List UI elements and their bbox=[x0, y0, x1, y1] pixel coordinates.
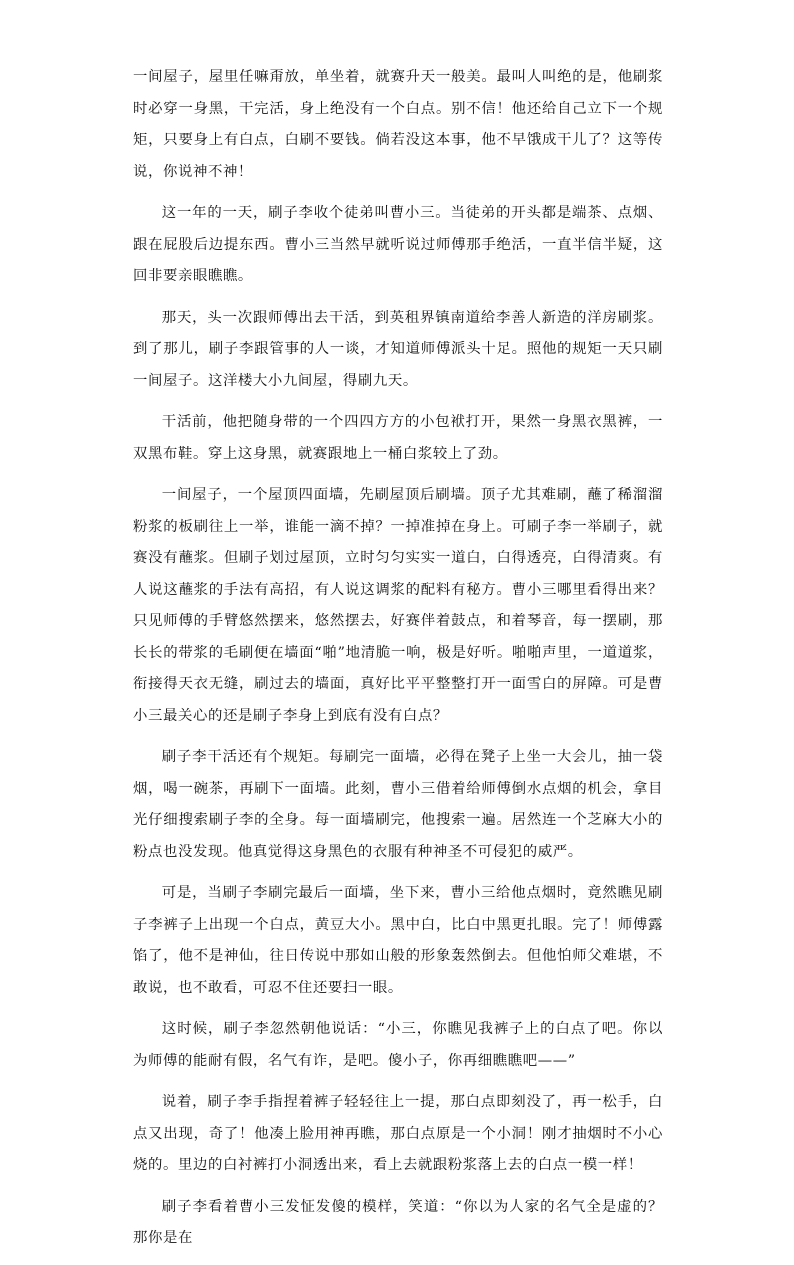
paragraph: 这一年的一天，刷子李收个徒弟叫曹小三。当徒弟的开头都是端茶、点烟、跟在屁股后边提东西。曹小三当然早就听说过师傅那手绝活，一直半信半疑，这回非要亲眼瞧瞧。 bbox=[133, 205, 663, 284]
paragraph: 说着，刷子李手指捏着裤子轻轻往上一提，那白点即刻没了，再一松手，白点又出现，奇了！他凑上脸用神再瞧，那白点原是一个小洞！刚才抽烟时不小心烧的。里边的白衬裤打小洞透出来，看上去就跟粉浆落上去的白点一模一样！ bbox=[133, 1094, 663, 1173]
paragraph: 刷子李看着曹小三发怔发傻的模样，笑道：“你以为人家的名气全是虚的？那你是在 bbox=[133, 1198, 663, 1246]
paragraph: 一间屋子，一个屋顶四面墙，先刷屋顶后刷墙。顶子尤其难刷，蘸了稀溜溜粉浆的板刷往上一举，谁能一滴不掉？一掉准掉在身上。可刷子李一举刷子，就赛没有蘸浆。但刷子划过屋顶，立时匀匀实实一道白，白得透亮，白得清爽。有人说这蘸浆的手法有高招，有人说这调浆的配料有秘方。曹小三哪里看得出来？只见师傅的手臂悠然摆来，悠然摆去，好赛伴着鼓点，和着琴音，每一摆刷，那长长的带浆的毛刷便在墙面“啪”地清脆一响，极是好听。啪啪声里，一道道浆，衔接得天衣无缝，刷过去的墙面，真好比平平整整打开一面雪白的屏障。可是曹小三最关心的还是刷子李身上到底有没有白点？ bbox=[133, 487, 663, 724]
paragraph: 那天，头一次跟师傅出去干活，到英租界镇南道给李善人新造的洋房刷浆。到了那儿，刷子李跟管事的人一谈，才知道师傅派头十足。照他的规矩一天只刷一间屋子。这洋楼大小九间屋，得刷九天。 bbox=[133, 309, 663, 389]
paragraph: 这时候，刷子李忽然朝他说话：“小三，你瞧见我裤子上的白点了吧。你以为师傅的能耐有假，名气有诈，是吧。傻小子，你再细瞧瞧吧——” bbox=[133, 1021, 663, 1069]
paragraph: 一间屋子，屋里任嘛甭放，单坐着，就赛升天一般美。最叫人叫绝的是，他刷浆时必穿一身黑，干完活，身上绝没有一个白点。别不信！他还给自己立下一个规矩，只要身上有白点，白刷不要钱。倘若没这本事，他不早饿成干儿了？这等传说，你说神不神！ bbox=[133, 69, 663, 180]
document-body bbox=[133, 62, 663, 1265]
paragraph: 可是，当刷子李刷完最后一面墙，坐下来，曹小三给他点烟时，竟然瞧见刷子李裤子上出现一个白点，黄豆大小。黑中白，比白中黑更扎眼。完了！师傅露馅了，他不是神仙，往日传说中那如山般的形象轰然倒去。但他怕师父难堪，不敢说，也不敢看，可忍不住还要扫一眼。 bbox=[133, 885, 663, 996]
paragraph: 干活前，他把随身带的一个四四方方的小包袱打开，果然一身黑衣黑裤，一双黑布鞋。穿上这身黑，就赛跟地上一桶白浆较上了劲。 bbox=[133, 414, 663, 462]
paragraph: 刷子李干活还有个规矩。每刷完一面墙，必得在凳子上坐一大会儿，抽一袋烟，喝一碗茶，再刷下一面墙。此刻，曹小三借着给师傅倒水点烟的机会，拿目光仔细搜索刷子李的全身。每一面墙刷完，他搜索一遍。居然连一个芝麻大小的粉点也没发现。他真觉得这身黑色的衣服有种神圣不可侵犯的威严。 bbox=[133, 749, 663, 860]
